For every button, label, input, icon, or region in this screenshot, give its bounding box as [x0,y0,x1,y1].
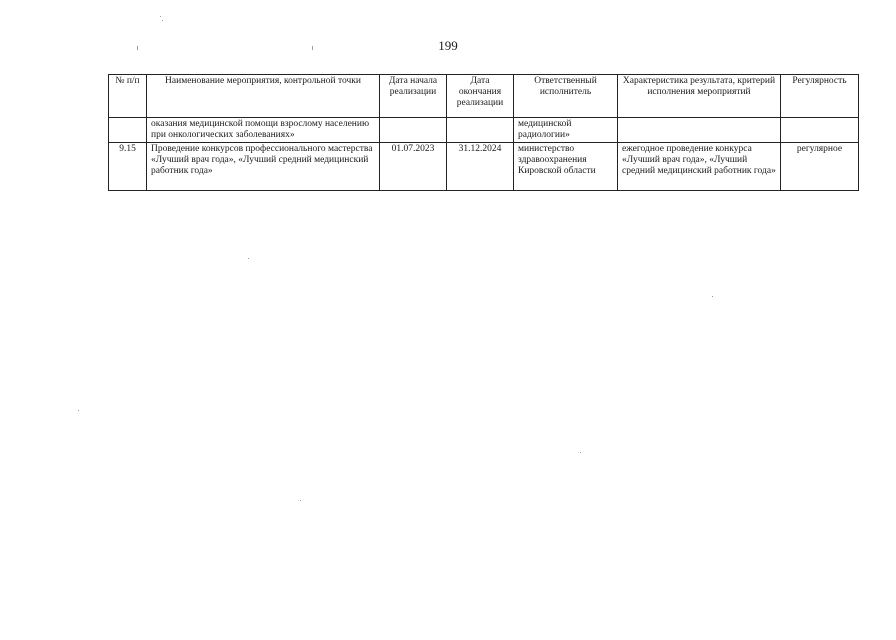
cell-start-date [380,118,447,143]
header-result: Характеристика результата, критерий исполнения мероприятий [618,75,781,118]
scan-speck [580,452,581,453]
scan-speck [300,500,301,501]
header-executor: Ответственный исполнитель [514,75,618,118]
header-num: № п/п [109,75,147,118]
table-header-row [109,75,859,118]
scan-speck [160,16,161,17]
cell-end-date: 31.12.2024 [447,143,514,191]
cell-end-date [447,118,514,143]
cell-result [618,118,781,143]
header-name: Наименование мероприятия, контрольной точки [147,75,380,118]
cell-executor: министерство здравоохранения Кировской области [514,143,618,191]
scan-speck [78,410,79,411]
scan-speck [312,46,313,50]
cell-regularity: регулярное [781,143,859,191]
header-start-date: Дата начала реализации [380,75,447,118]
cell-name: Проведение конкурсов профессионального мастерства «Лучший врач года», «Лучший средний медицинский работник года» [147,143,380,191]
cell-result: ежегодное проведение конкурса «Лучший врач года», «Лучший средний медицинский работник года» [618,143,781,191]
cell-name: оказания медицинской помощи взрослому населению при онкологических заболеваниях» [147,118,380,143]
cell-executor: медицинской радиологии» [514,118,618,143]
cell-num: 9.15 [109,143,147,191]
cell-start-date: 01.07.2023 [380,143,447,191]
events-table [108,74,859,191]
scan-speck [712,296,713,297]
table-row [109,143,859,191]
cell-regularity [781,118,859,143]
table-row [109,118,859,143]
scan-speck [248,258,249,259]
cell-num [109,118,147,143]
header-end-date: Дата окончания реализации [447,75,514,118]
header-regularity: Регулярность [781,75,859,118]
scan-speck [162,20,163,21]
page-number: 199 [438,38,458,53]
scan-speck [137,46,138,50]
